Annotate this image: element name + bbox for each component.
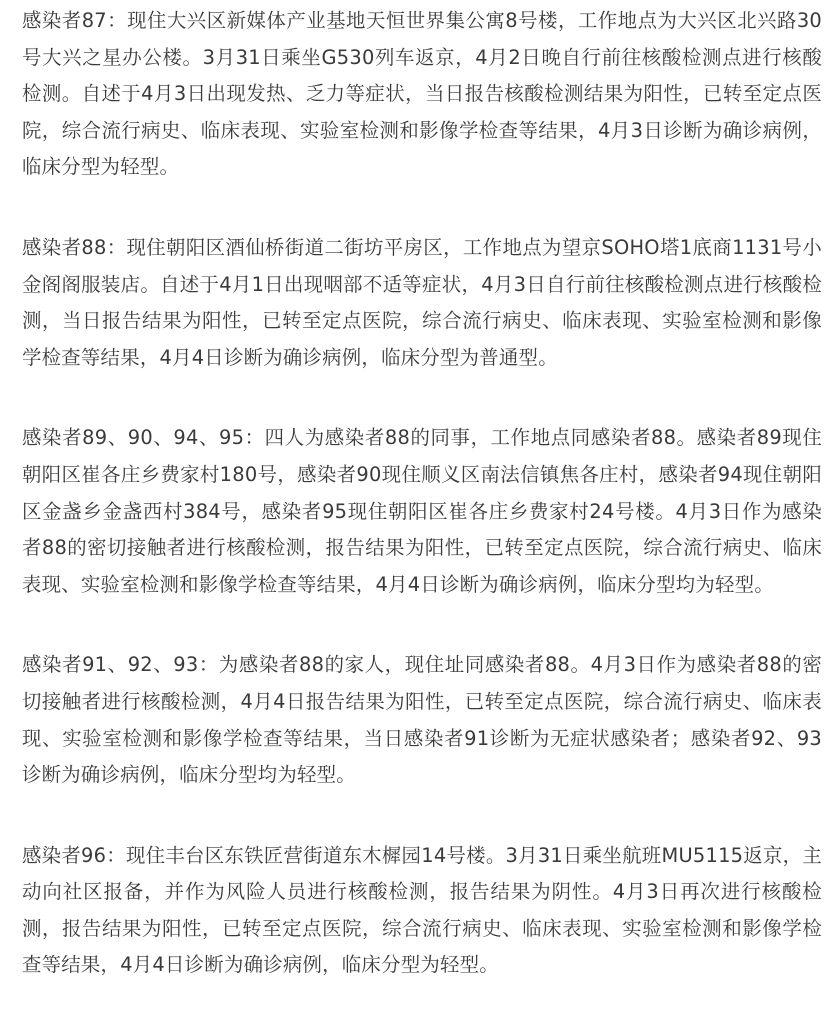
- case-89-90-94-95-paragraph: 感染者89、90、94、95：四人为感染者88的同事，工作地点同感染者88。感染者89现住朝阳区崔各庄乡费家村180号，感染者90现住顺义区南法信镇焦各庄村，感染者94现住朝阳区金盏乡金盏西村384号，感染者95现住朝阳区崔各庄乡费家村24号楼。4月3日作为感染者88的密切接触者进行核酸检测，报告结果为阳性，已转至定点医院，综合流行病史、临床表现、实验室检测和影像学检查等结果，4月4日诊断为确诊病例，临床分型均为轻型。: [22, 426, 822, 596]
- case-87-paragraph: 感染者87：现住大兴区新媒体产业基地天恒世界集公寓8号楼，工作地点为大兴区北兴路30号大兴之星办公楼。3月31日乘坐G530列车返京，4月2日晚自行前往核酸检测点进行核酸检测。自述于4月3日出现发热、乏力等症状，当日报告核酸检测结果为阳性，已转至定点医院，综合流行病史、临床表现、实验室检测和影像学检查等结果，4月3日诊断为确诊病例，临床分型为轻型。: [22, 9, 822, 179]
- case-96-paragraph: 感染者96：现住丰台区东铁匠营街道东木樨园14号楼。3月31日乘坐航班MU5115返京，主动向社区报备，并作为风险人员进行核酸检测，报告结果为阴性。4月3日再次进行核酸检测，报告结果为阳性，已转至定点医院，综合流行病史、临床表现、实验室检测和影像学检查等结果，4月4日诊断为确诊病例，临床分型为轻型。: [22, 843, 822, 977]
- case-88-paragraph: 感染者88：现住朝阳区酒仙桥街道二街坊平房区，工作地点为望京SOHO塔1底商1131号小金阁阁服装店。自述于4月1日出现咽部不适等症状，4月3日自行前往核酸检测点进行核酸检测，当日报告结果为阳性，已转至定点医院，综合流行病史、临床表现、实验室检测和影像学检查等结果，4月4日诊断为确诊病例，临床分型为普通型。: [22, 235, 822, 369]
- case-91-92-93-paragraph: 感染者91、92、93：为感染者88的家人，现住址同感染者88。4月3日作为感染者88的密切接触者进行核酸检测，4月4日报告结果为阳性，已转至定点医院，综合流行病史、临床表现、实验室检测和影像学检查等结果，当日感染者91诊断为无症状感染者；感染者92、93诊断为确诊病例，临床分型均为轻型。: [22, 653, 822, 787]
- article-body: [22, 3, 822, 1028]
